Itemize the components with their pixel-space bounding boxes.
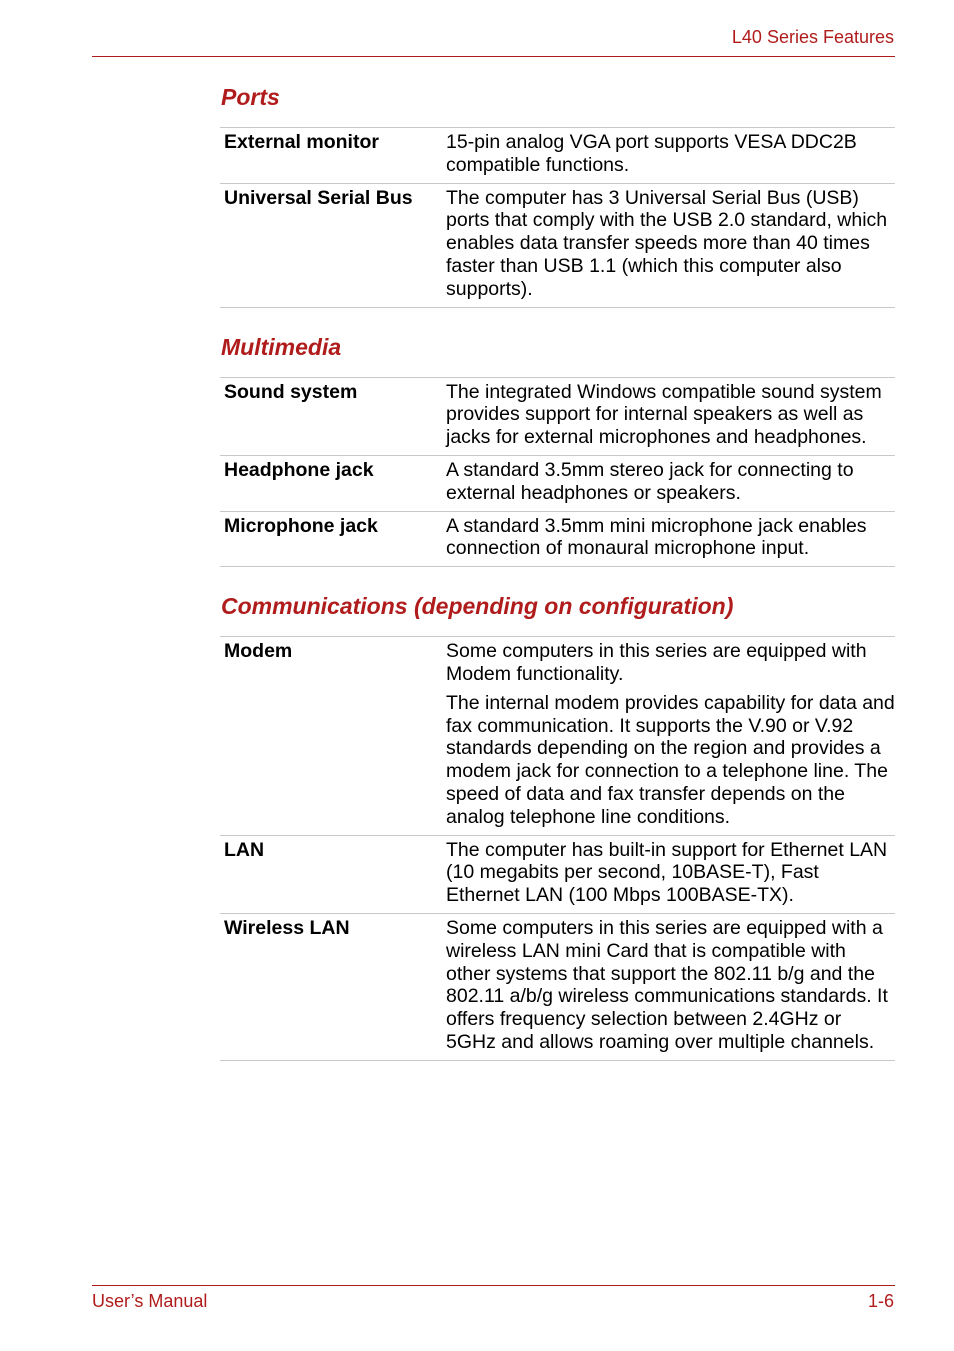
table-row	[220, 377, 895, 455]
row-term: Universal Serial Bus	[224, 186, 413, 209]
row-term: LAN	[224, 838, 265, 861]
row-description	[446, 377, 895, 455]
row-description	[446, 637, 895, 835]
spec-table	[220, 127, 895, 308]
section-title: Multimedia	[221, 333, 342, 360]
table-row	[220, 455, 895, 511]
row-term: External monitor	[224, 131, 379, 153]
footer-manual-title: User’s Manual	[92, 1291, 208, 1311]
table-row	[220, 183, 895, 307]
section-ports	[220, 82, 895, 308]
running-header: L40 Series Features	[731, 27, 894, 47]
spec-table	[220, 377, 895, 568]
row-term: Headphone jack	[224, 458, 374, 481]
description-paragraph: A standard 3.5mm stereo jack for connecting to external headphones or speakers.	[446, 458, 854, 504]
section-title: Communications (depending on configuration)	[221, 593, 734, 620]
row-description	[446, 913, 895, 1060]
section-communications	[220, 591, 895, 1061]
page-content	[220, 82, 895, 1085]
description-paragraph: 15-pin analog VGA port supports VESA DDC2B compatible functions.	[446, 131, 857, 176]
footer-rule	[92, 1285, 895, 1286]
page-number: 1-6	[867, 1291, 894, 1311]
table-row	[220, 913, 895, 1060]
description-paragraph: A standard 3.5mm mini microphone jack enables connection of monaural microphone input.	[446, 514, 867, 560]
row-description	[446, 511, 895, 567]
section-title: Ports	[221, 84, 280, 110]
row-description	[446, 183, 895, 307]
row-term: Microphone jack	[224, 514, 378, 537]
description-paragraph: The internal modem provides capability for data and fax communication. It supports the V.90 or V.92 standards depending on the region and provides a modem jack for connection to a telephone line. The speed of data and fax transfer depends on the analog telephone line conditions.	[446, 691, 895, 828]
description-paragraph: Some computers in this series are equipped with a wireless LAN mini Card that is compatible with other systems that support the 802.11 b/g and the 802.11 a/b/g wireless communications standards. It offers frequency selection between 2.4GHz or 5GHz and allows roaming over multiple channels.	[446, 916, 888, 1053]
description-paragraph: The computer has built-in support for Ethernet LAN (10 megabits per second, 10BASE-T), Fast Ethernet LAN (100 Mbps 100BASE-TX).	[446, 838, 888, 907]
row-description	[446, 455, 895, 511]
description-paragraph: The integrated Windows compatible sound system provides support for internal speakers as well as jacks for external microphones and headphones.	[446, 380, 882, 449]
row-term: Wireless LAN	[224, 916, 350, 939]
row-term: Sound system	[224, 380, 358, 403]
section-multimedia	[220, 332, 895, 568]
header-rule	[92, 56, 895, 57]
description-paragraph: The computer has 3 Universal Serial Bus (USB) ports that comply with the USB 2.0 standard, which enables data transfer speeds more than 40 times faster than USB 1.1 (which this computer also supports).	[446, 186, 888, 300]
row-description	[446, 128, 895, 184]
table-row	[220, 511, 895, 567]
table-row	[220, 637, 895, 835]
spec-table	[220, 636, 895, 1061]
table-row	[220, 128, 895, 184]
row-term: Modem	[224, 640, 293, 663]
table-row	[220, 835, 895, 913]
row-description	[446, 835, 895, 913]
description-paragraph: Some computers in this series are equipped with Modem functionality.	[446, 640, 867, 685]
